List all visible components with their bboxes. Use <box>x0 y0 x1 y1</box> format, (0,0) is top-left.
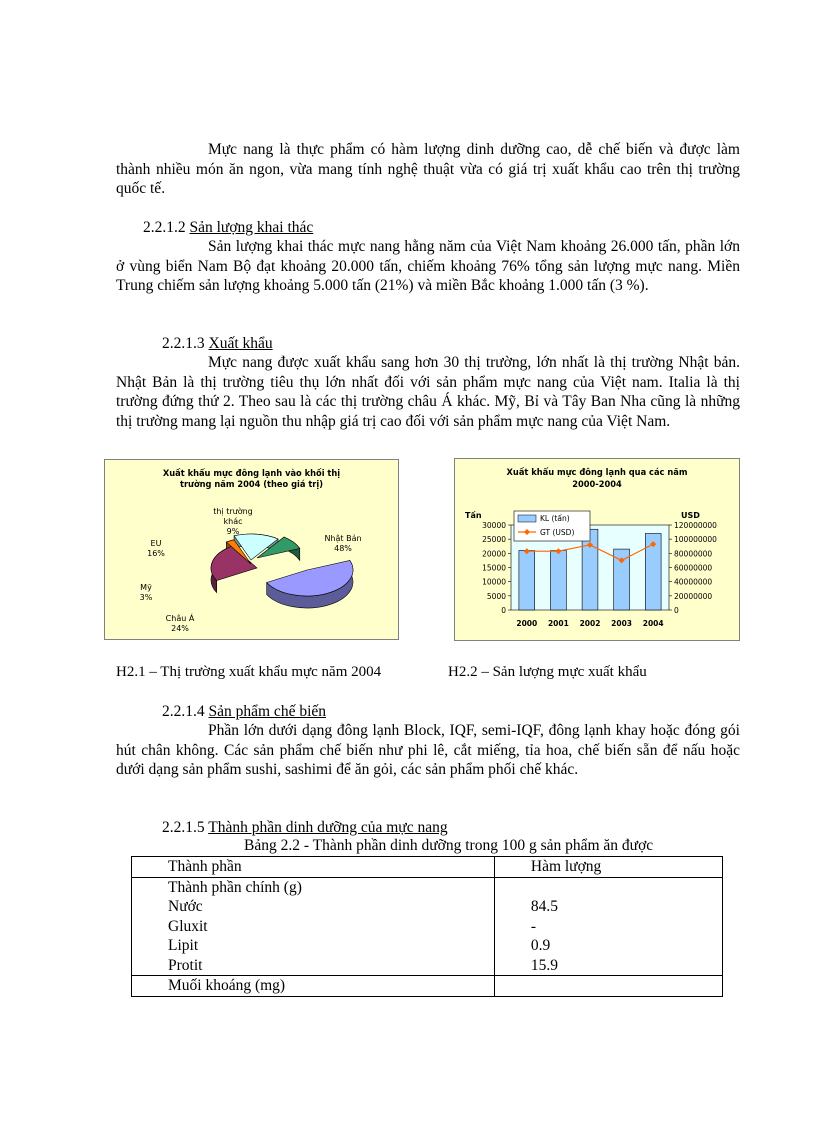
component-cell <box>132 877 495 976</box>
left-tick-label: 25000 <box>482 535 506 545</box>
caption-h22: H2.2 – Sản lượng mực xuất khẩu <box>448 664 647 680</box>
pie-chart-panel <box>104 459 399 640</box>
value-minerals <box>494 976 722 997</box>
component-protid: Protit <box>168 956 203 974</box>
value-main <box>531 878 722 898</box>
paragraph-2212: Sản lượng khai thác mực nang hằng năm của Việt Nam khoảng 26.000 tấn, phần lớn ở vùng biển Nam Bộ đạt khoảng 20.000 tấn, chiếm khoảng 76% tổng sản lượng mực nang. Miền Trung chiếm sản lượng khoảng 5.000 tấn (21%) và miền Bắc khoảng 1.000 tấn (3 %). <box>116 238 740 294</box>
left-tick-label: 0 <box>501 606 506 615</box>
left-axis-title: Tấn <box>465 511 482 520</box>
pie-label-eu-pct: 16% <box>147 549 165 558</box>
component-water: Nước <box>168 898 203 915</box>
pie-label-eu <box>141 539 171 559</box>
pie-label-other-l1: thị trường <box>213 507 253 516</box>
x-tick-label: 2001 <box>547 619 569 628</box>
pie-label-other-pct: 9% <box>226 527 240 536</box>
legend-swatch-kl <box>518 515 536 522</box>
x-tick-label: 2004 <box>642 619 664 628</box>
left-tick-label: 20000 <box>482 549 506 559</box>
heading-number: 2.2.1.3 <box>162 335 205 352</box>
intro-paragraph: Mực nang là thực phẩm có hàm lượng dinh dưỡng cao, dễ chế biến và được làm thành nhiều món ăn ngon, vừa mang tính nghệ thuật vừa có giá trị xuất khẩu cao trên thị trường quốc tế. <box>116 141 740 197</box>
left-tick-label: 15000 <box>482 563 506 573</box>
heading-title: Sản phẩm chế biến <box>208 703 327 720</box>
x-tick-label: 2000 <box>516 619 538 628</box>
pie-label-asia-name: Châu Á <box>165 614 195 623</box>
component-glucid: Gluxit <box>168 917 208 935</box>
bar-chart-panel <box>454 458 740 641</box>
header-component: Thành phần <box>132 857 495 878</box>
legend-label-gt: GT (USD) <box>540 528 575 537</box>
heading-number: 2.2.1.5 <box>162 819 205 836</box>
pie-label-japan-name: Nhật Bản <box>324 534 362 543</box>
right-tick-label: 20000000 <box>674 591 713 601</box>
right-tick-label: 60000000 <box>674 563 713 573</box>
pie-title-line2: trường năm 2004 (theo giá trị) <box>180 480 323 490</box>
component-main: Thành phần chính (g) <box>168 878 302 896</box>
heading-2212 <box>143 218 313 238</box>
left-tick-label: 30000 <box>482 521 506 530</box>
heading-number: 2.2.1.4 <box>162 703 205 720</box>
heading-2214 <box>162 702 326 722</box>
right-tick-label: 80000000 <box>674 549 713 559</box>
value-cell <box>494 877 722 976</box>
value-glucid: - <box>530 917 537 935</box>
pie-label-us <box>133 583 159 603</box>
paragraph-2214: Phần lớn dưới dạng đông lạnh Block, IQF, semi-IQF, đông lạnh khay hoặc đóng gói hút chân không. Các sản phẩm chế biến như phi lê, cắt miếng, tỉa hoa, chế biến sẵn để nấu hoặc dưới dạng sản phẩm sushi, sashimi để ăn gỏi, các sản phẩm phối chế khác. <box>116 722 740 778</box>
heading-2213 <box>162 334 273 354</box>
heading-title: Xuất khẩu <box>208 335 273 352</box>
bar-title-line2: 2000-2004 <box>572 480 622 490</box>
pie-label-eu-name: EU <box>150 539 162 548</box>
right-tick-label: 100000000 <box>674 535 717 545</box>
header-content: Hàm lượng <box>494 857 722 878</box>
nutrition-table <box>131 856 723 997</box>
left-tick-label: 10000 <box>482 577 506 587</box>
heading-title: Sản lượng khai thác <box>189 219 314 236</box>
table-caption: Bảng 2.2 - Thành phần dinh dưỡng trong 100 g sản phẩm ăn được <box>244 837 654 854</box>
pie-label-japan-pct: 48% <box>334 544 352 553</box>
right-tick-label: 0 <box>674 606 679 615</box>
legend-label-kl: KL (tấn) <box>540 514 570 523</box>
bar-title-line1: Xuất khẩu mực đông lạnh qua các năm <box>506 468 688 478</box>
x-tick-label: 2002 <box>579 619 601 628</box>
paragraph-2213: Mực nang được xuất khẩu sang hơn 30 thị trường, lớn nhất là thị trường Nhật bản. Nhật Bản là thị trường tiêu thụ lớn nhất đối với sản phẩm mực nang của Việt nam. Italia là thị trường đứng thứ 2. Theo sau là các thị trường châu Á khác. Mỹ, Bỉ và Tây Ban Nha cũng là những thị trường mang lại nguồn thu nhập giá trị cao đối với sản phẩm mực nang của Việt Nam. <box>116 354 740 430</box>
right-tick-label: 120000000 <box>674 521 717 530</box>
pie-title-line1: Xuất khẩu mực đông lạnh vào khối thị <box>162 469 341 479</box>
table-header-row <box>132 857 723 878</box>
pie-label-us-pct: 3% <box>139 593 153 602</box>
left-tick-label: 5000 <box>486 591 506 601</box>
pie-label-japan <box>313 534 373 554</box>
pie-label-other <box>211 507 255 537</box>
value-water: 84.5 <box>530 898 558 915</box>
heading-2215 <box>162 818 448 838</box>
table-row <box>132 976 723 997</box>
right-axis-title: USD <box>681 511 700 520</box>
right-tick-label: 40000000 <box>674 577 713 587</box>
bar-2001 <box>551 551 567 611</box>
pie-label-other-l2: khác <box>223 517 243 526</box>
pie-label-us-name: Mỹ <box>140 583 152 592</box>
pie-label-asia-pct: 24% <box>171 624 189 633</box>
value-lipid: 0.9 <box>530 937 551 954</box>
bar-2002 <box>582 529 598 610</box>
caption-h21: H2.1 – Thị trường xuất khẩu mực năm 2004 <box>116 664 382 680</box>
pie-label-asia <box>157 614 203 634</box>
bar-line-chart <box>455 459 741 642</box>
heading-number: 2.2.1.2 <box>143 219 186 236</box>
table-row <box>132 877 723 976</box>
bar-2000 <box>519 551 535 611</box>
component-lipid: Lipit <box>168 937 199 954</box>
value-protid: 15.9 <box>530 956 558 974</box>
x-tick-label: 2003 <box>611 619 633 628</box>
component-minerals: Muối khoáng (mg) <box>132 976 495 997</box>
heading-title: Thành phần dinh dưỡng của mực nang <box>208 819 448 836</box>
